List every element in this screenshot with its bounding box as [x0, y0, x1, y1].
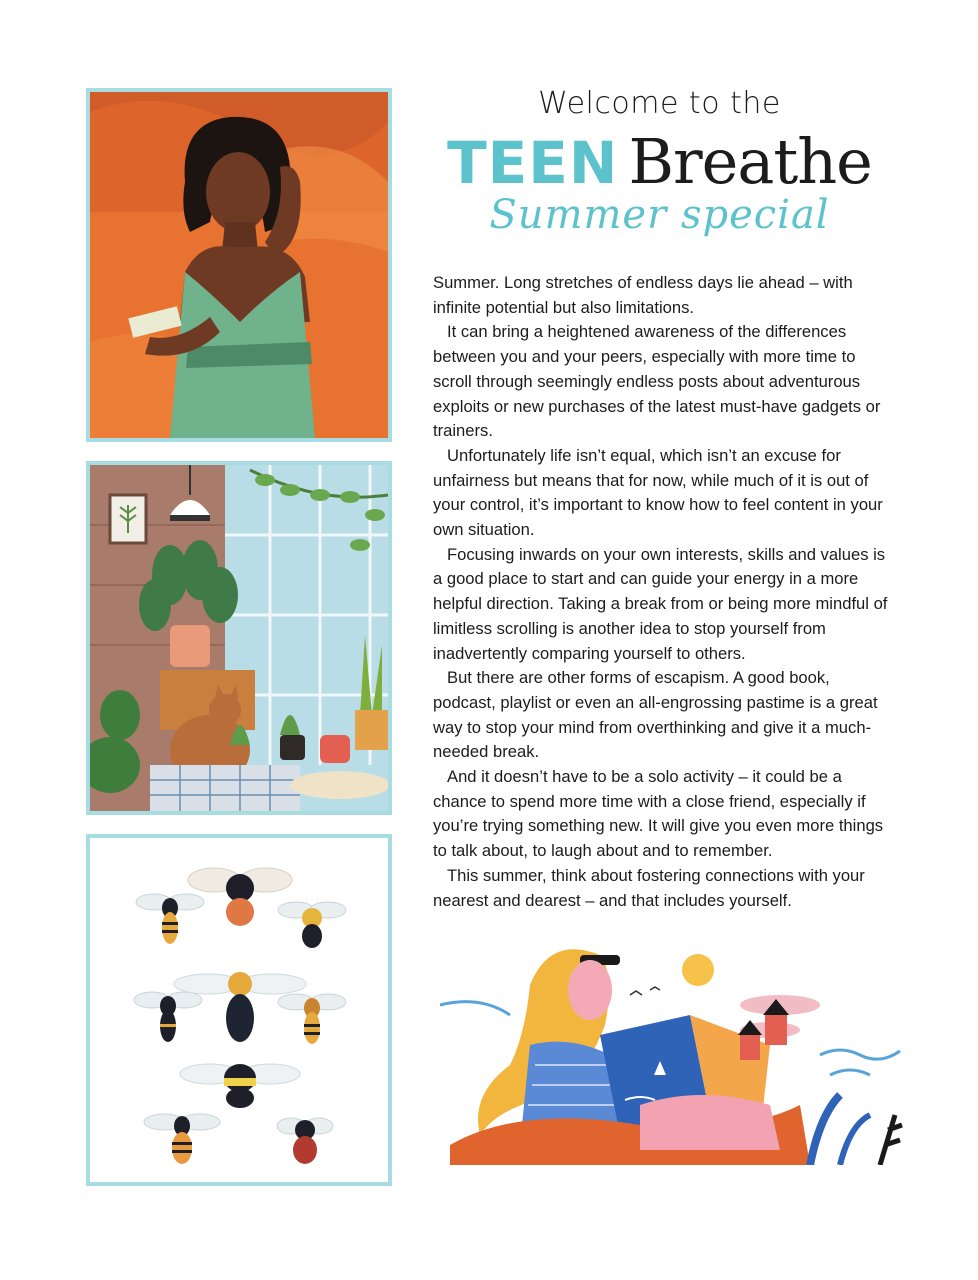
paragraph: Focusing inwards on your own interests, skills and values is a good place to start and can guide your energy in a more helpful direction. Taking a break from or being more mindful of limitless scrolling is another idea to stop yourself from inadvertently comparing yourself to others. — [433, 544, 888, 663]
summer-special-subtitle: Summer special — [489, 192, 830, 238]
plant-room-with-cat-illustration — [86, 461, 392, 815]
paragraph: It can bring a heightened awareness of the differences between you and your peers, especially with more time to scroll through seemingly endless posts about adventurous exploits or new purchases of the latest must-have gadgets or trainers. — [433, 322, 881, 441]
paragraph: This summer, think about fostering connections with your nearest and dearest – and that includes yourself. — [433, 865, 865, 910]
paragraph: Unfortunately life isn’t equal, which isn’t an excuse for unfairness but means that for now, while much of it is out of your control, it’s important to know how to feel content in your own situation. — [433, 445, 883, 540]
title-teen: TEEN — [447, 129, 619, 197]
title-breathe: Breathe — [628, 125, 872, 198]
paragraph: And it doesn’t have to be a solo activity – it could be a chance to spend more time with a close friend, especially if you’re trying something new. It will give you even more things to talk about, to laugh about and to remember. — [433, 767, 884, 861]
paragraph: Summer. Long stretches of endless days lie ahead – with infinite potential but also limitations. — [433, 273, 853, 317]
magazine-title — [432, 125, 887, 198]
article-body — [433, 271, 895, 913]
paragraph: But there are other forms of escapism. A good book, podcast, playlist or even an all-engrossing pastime is a great way to stop your mind from overthinking and give it a much-needed break. — [433, 668, 878, 762]
bees-illustration — [86, 834, 392, 1186]
girl-reading-book-illustration — [440, 935, 910, 1175]
woman-reading-note-illustration — [86, 88, 392, 442]
welcome-text: Welcome to the — [538, 86, 781, 121]
article-heading — [432, 84, 887, 238]
